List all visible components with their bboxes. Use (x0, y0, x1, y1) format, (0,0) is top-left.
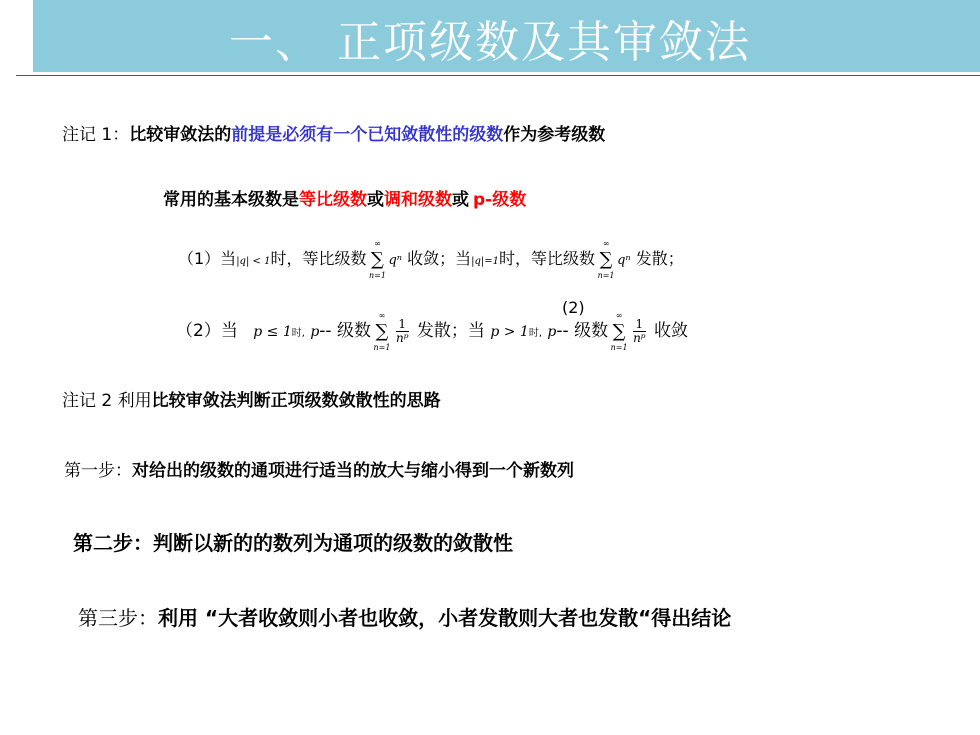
fraction: $\frac{1}{\text{nᵖ}}$ (633, 316, 646, 345)
harmonic-series: 调和级数 (384, 190, 452, 210)
item2-t1: -- 级数 (319, 321, 371, 341)
note2-label: 注记 2 利用 (62, 391, 152, 411)
item2-lead: （2）当 (176, 321, 238, 341)
or-text-2: 或 (452, 190, 469, 210)
item2-cond1: p ≤ 1 (253, 324, 292, 340)
sum-symbol: ∑ ∞ n=1 (597, 239, 615, 280)
note1-line (62, 120, 605, 145)
item2-pvar1: p (310, 324, 320, 340)
step2-line: 第二步：判断以新的的数列为通项的级数的敛散性 (73, 531, 513, 555)
item1-lead: （1）当 (178, 249, 237, 268)
step3-label: 第三步： (78, 606, 158, 630)
step1-text: 对给出的级数的通项进行适当的放大与缩小得到一个新数列 (132, 461, 574, 481)
note2-bold: 比较审敛法判断正项级数敛散性的思路 (151, 391, 441, 411)
sum-symbol: ∑ ∞ n=1 (368, 239, 386, 280)
slide-title: 一、 正项级数及其审敛法 (229, 17, 751, 68)
item2-shi1: 时, (291, 328, 305, 339)
item1-term: qⁿ (388, 253, 403, 268)
sum-symbol: ∑ ∞ n=1 (373, 310, 391, 352)
basic-series-line (163, 185, 526, 210)
item1-t4: 发散； (635, 249, 684, 268)
step1-line (64, 456, 574, 481)
geometric-series: 等比级数 (299, 190, 367, 210)
item1-t2: 收敛；当 (407, 249, 472, 268)
item2-t2: 发散；当 (416, 321, 485, 341)
fraction: $\frac{1}{\text{nᵖ}}$ (395, 316, 409, 345)
item2-shi2: 时, (528, 328, 543, 339)
p-series: p-级数 (473, 190, 527, 210)
sum-symbol: ∑ ∞ n=1 (610, 310, 628, 352)
note1-highlight: 前提是必须有一个已知敛散性的级数 (231, 125, 504, 145)
step1-label: 第一步： (64, 461, 132, 481)
step3-line (78, 602, 731, 631)
item2-t3: -- 级数 (556, 321, 609, 341)
item1-cond2: |q|=1 (471, 256, 500, 267)
note2-line (62, 386, 441, 411)
item2-line (176, 310, 689, 352)
item2-overlay: (2) (562, 298, 585, 317)
item1-t3: 时，等比级数 (499, 249, 596, 268)
note1-label: 注记 1： (62, 125, 130, 145)
item1-t1: 时，等比级数 (270, 249, 367, 268)
item2-t4: 收敛 (654, 321, 689, 341)
step3-text: 利用 “大者收敛则小者也收敛，小者发散则大者也发散“得出结论 (158, 606, 732, 630)
basic-part1: 常用的基本级数是 (163, 190, 299, 210)
item1-line (178, 239, 684, 280)
or-text-1: 或 (367, 190, 384, 210)
item1-cond1: |q| < 1 (236, 256, 271, 267)
item1-term: qⁿ (617, 253, 631, 268)
item2-cond2: p > 1 (490, 324, 529, 340)
note1-part1: 比较审敛法的 (129, 125, 232, 145)
item2-pvar2: p (547, 324, 557, 340)
note1-part2: 作为参考级数 (503, 125, 606, 145)
divider (16, 75, 980, 76)
